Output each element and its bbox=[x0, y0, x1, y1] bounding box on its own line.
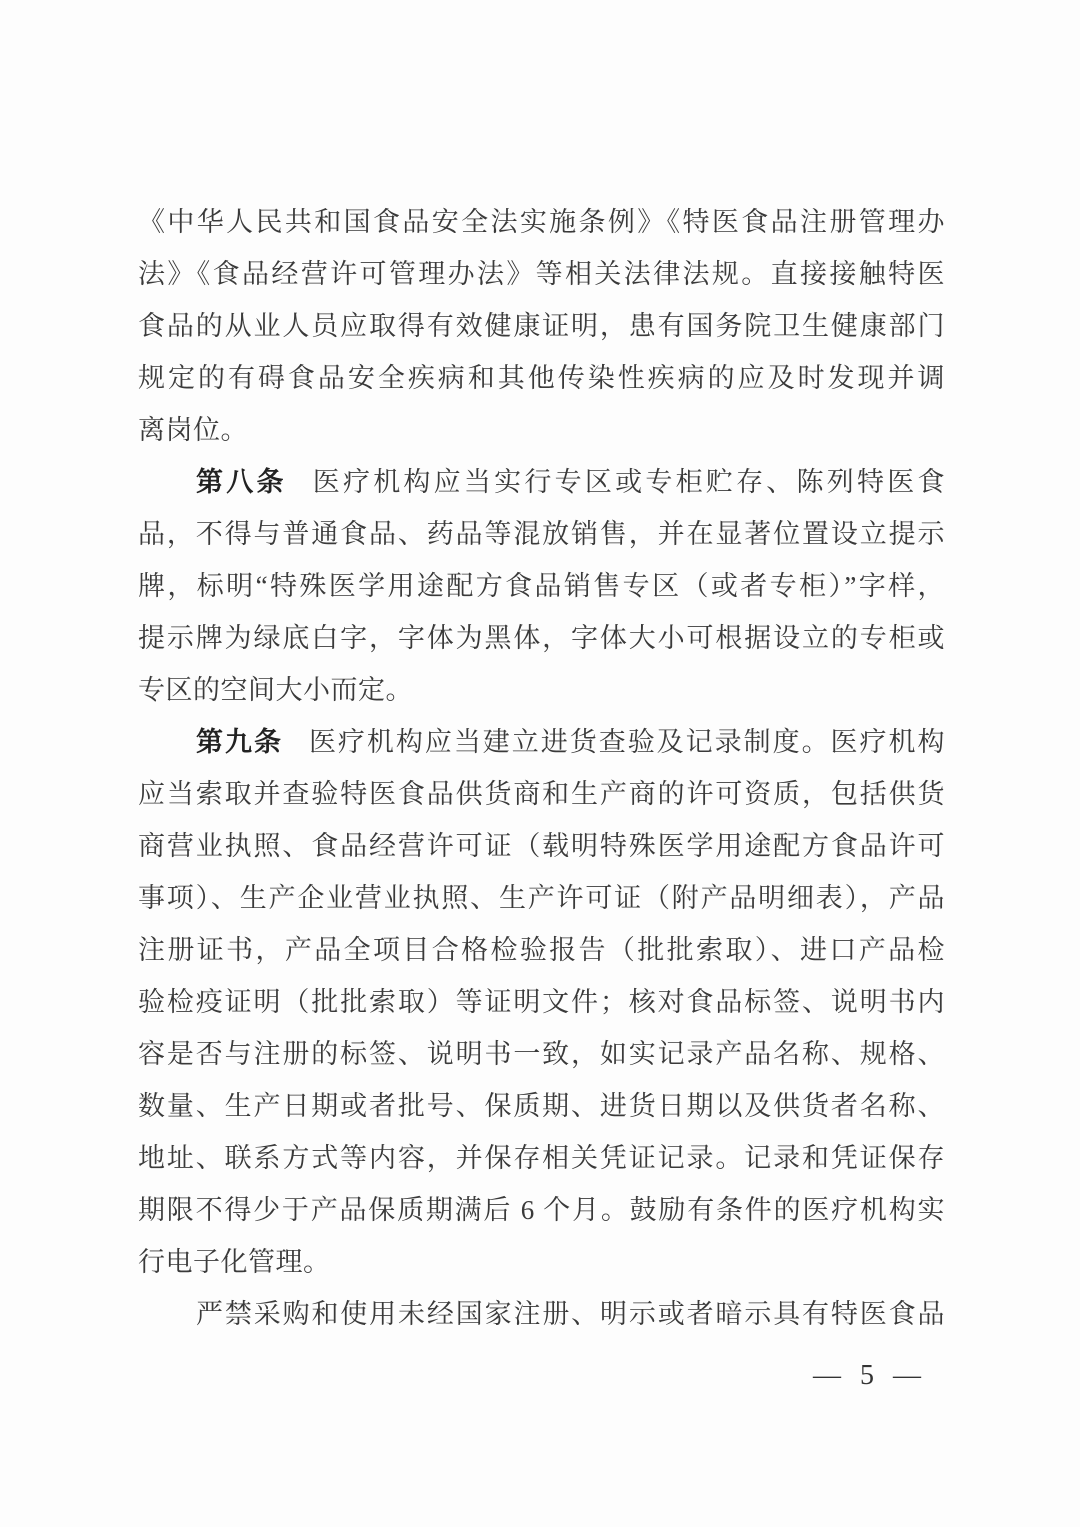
text-line: 验检疫证明（批批索取）等证明文件；核对食品标签、说明书内 bbox=[138, 987, 945, 1017]
text-line: 品，不得与普通食品、药品等混放销售，并在显著位置设立提示 bbox=[138, 519, 945, 549]
text-line: 《中华人民共和国食品安全法实施条例》《特医食品注册管理办 bbox=[138, 207, 945, 237]
text-line bbox=[138, 456, 945, 508]
document-body bbox=[138, 196, 945, 1340]
text-line: 严禁采购和使用未经国家注册、明示或者暗示具有特医食品 bbox=[196, 1299, 945, 1329]
article-8-line1-text: 医疗机构应当实行专区或专柜贮存、陈列特医食 bbox=[312, 467, 946, 497]
text-line: 容是否与注册的标签、说明书一致，如实记录产品名称、规格、 bbox=[138, 1039, 945, 1069]
text-line: 食品的从业人员应取得有效健康证明，患有国务院卫生健康部门 bbox=[138, 311, 945, 341]
text-line: 离岗位。 bbox=[138, 415, 248, 445]
text-line: 行电子化管理。 bbox=[138, 1247, 331, 1277]
text-line: 法》《食品经营许可管理办法》等相关法律法规。直接接触特医 bbox=[138, 259, 945, 289]
text-line: 地址、联系方式等内容，并保存相关凭证记录。记录和凭证保存 bbox=[138, 1143, 945, 1173]
text-line: 事项）、生产企业营业执照、生产许可证（附产品明细表），产品 bbox=[138, 883, 945, 913]
text-line: 规定的有碍食品安全疾病和其他传染性疾病的应及时发现并调 bbox=[138, 363, 945, 393]
text-line: 提示牌为绿底白字，字体为黑体，字体大小可根据设立的专柜或 bbox=[138, 623, 945, 653]
paragraph-prohibition bbox=[138, 1288, 945, 1340]
paragraph-continuation bbox=[138, 196, 945, 456]
page-number: — 5 — bbox=[813, 1360, 922, 1391]
text-line: 数量、生产日期或者批号、保质期、进货日期以及供货者名称、 bbox=[138, 1091, 945, 1121]
text-line: 应当索取并查验特医食品供货商和生产商的许可资质，包括供货 bbox=[138, 779, 945, 809]
text-line: 专区的空间大小而定。 bbox=[138, 675, 413, 705]
paragraph-article-8 bbox=[138, 456, 945, 716]
text-line: 牌，标明“特殊医学用途配方食品销售专区（或者专柜）”字样， bbox=[138, 571, 945, 601]
text-line: 期限不得少于产品保质期满后 6 个月。鼓励有条件的医疗机构实 bbox=[138, 1195, 945, 1225]
text-line: 注册证书，产品全项目合格检验报告（批批索取）、进口产品检 bbox=[138, 935, 945, 965]
article-8-term: 第八条 bbox=[196, 467, 287, 497]
article-9-term: 第九条 bbox=[196, 727, 283, 757]
text-line: 商营业执照、食品经营许可证（载明特殊医学用途配方食品许可 bbox=[138, 831, 945, 861]
text-line bbox=[138, 716, 945, 768]
paragraph-article-9 bbox=[138, 716, 945, 1288]
article-9-line1-text: 医疗机构应当建立进货查验及记录制度。医疗机构 bbox=[308, 727, 945, 757]
